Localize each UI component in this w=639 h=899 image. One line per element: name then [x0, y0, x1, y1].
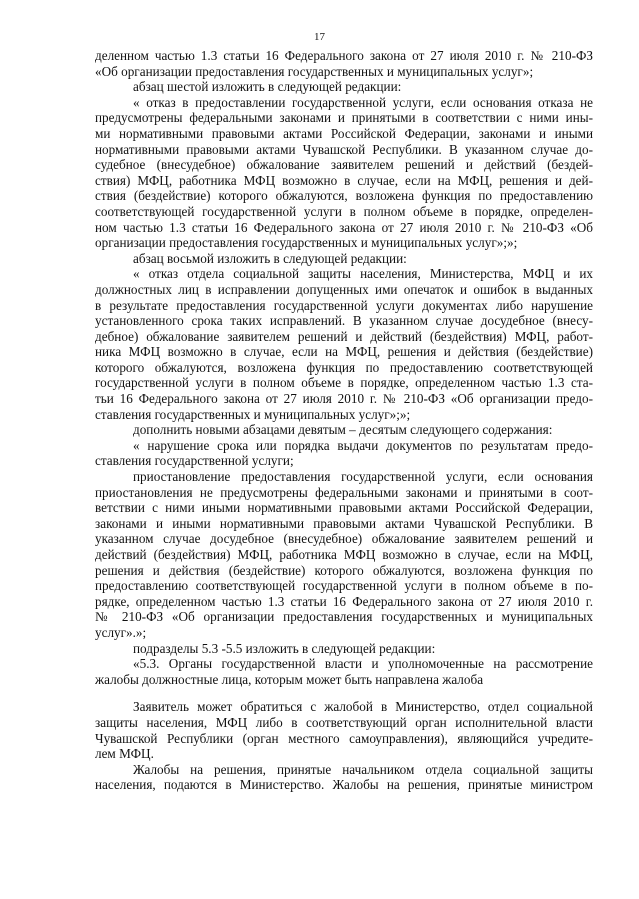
text-line: населения, подаются в Министерство. Жалобы на решения, принятые министром	[95, 777, 593, 793]
text-line: которого обжалуются, возложена функция по предоставлению соответствующей	[95, 359, 593, 375]
text-line: ника МФЦ возможно в случае, если на МФЦ, решения и действия (бездействие)	[95, 344, 593, 360]
text-line: абзац шестой изложить в следующей редакции:	[133, 79, 402, 95]
text-line: организации предоставления государственных и муниципальных услуг»;»;	[95, 235, 518, 251]
text-line: ствия) МФЦ, работника МФЦ возможно в случае, если на МФЦ, решения и дей-	[95, 172, 593, 188]
text-line: указанном случае досудебное (внесудебное) обжалование заявителем решений и	[95, 531, 593, 547]
text-line: ствия (бездействие) которого обжалуются, возложена функция по предоставлению	[95, 188, 593, 204]
text-line: ставления государственной услуги;	[95, 453, 294, 469]
text-line: жалобы должностные лица, которым может быть направлена жалоба	[95, 671, 484, 687]
text-line: тьи 16 Федерального закона от 27 июля 2010 г. № 210-ФЗ «Об организации предо-	[95, 391, 593, 407]
text-line: услуг».»;	[95, 624, 147, 640]
text-line: «5.3. Органы государственной власти и уполномоченные на рассмотрение	[133, 656, 593, 672]
text-line: предусмотрены федеральными законами и принятыми в соответствии с ними ины-	[95, 110, 593, 126]
text-line: соответствующей государственной услуги в полном объеме в порядке, определен-	[95, 203, 593, 219]
text-line: защиты населения, МФЦ либо в соответствующий орган исполнительной власти	[95, 714, 593, 730]
text-line: Заявитель может обратиться с жалобой в Министерство, отдел социальной	[133, 699, 593, 715]
text-line: лем МФЦ.	[95, 746, 154, 762]
text-line: «Об организации предоставления государственных и муниципальных услуг»;	[95, 63, 534, 79]
text-line: решения и действия (бездействие) которого обжалуются, возложена функция по	[95, 562, 593, 578]
text-line: должностных лиц в исправлении допущенных ими опечаток и ошибок в выданных	[95, 281, 593, 297]
text-line: законами и иными нормативными правовыми актами Чувашской Республики. В	[95, 515, 593, 531]
text-line: судебное (внесудебное) обжалование заявителем решений и действий (бездей-	[95, 157, 593, 173]
text-line: деленном частью 1.3 статьи 16 Федерального закона от 27 июля 2010 г. № 210-ФЗ	[95, 48, 593, 63]
text-line: ном частью 1.3 статьи 16 Федерального закона от 27 июля 2010 г. № 210-ФЗ «Об	[95, 219, 593, 235]
text-line: Чувашской Республики (орган местного самоуправления), являющийся учредите-	[95, 730, 593, 746]
text-line: Жалобы на решения, принятые начальником отдела социальной защиты	[133, 761, 593, 777]
page-number: 17	[314, 31, 325, 43]
text-line: приостановления не предусмотрены федеральными законами и принятыми в соот-	[95, 484, 593, 500]
text-line: дополнить новыми абзацами девятым – десятым следующего содержания:	[133, 422, 553, 438]
text-line: нормативными правовыми актами Чувашской Республики. В указанном случае до-	[95, 141, 593, 157]
text-line: дебное) обжалование заявителем решений и действий (бездействия) МФЦ, работ-	[95, 328, 593, 344]
text-line: государственной услуги в полном объеме в порядке, определенном частью 1.3 ста-	[95, 375, 593, 391]
text-line: № 210-ФЗ «Об организации предоставления государственных и муниципальных	[95, 609, 593, 625]
text-line: установленного срока таких исправлений. В указанном случае досудебное (внесу-	[95, 313, 593, 329]
text-line: действий (бездействия) МФЦ, работника МФЦ возможно в случае, если на МФЦ,	[95, 547, 593, 562]
text-line: ставления государственных и муниципальных услуг»;»;	[95, 406, 411, 422]
text-line: « отказ отдела социальной защиты населения, Министерства, МФЦ и их	[133, 266, 593, 282]
text-line: предоставлению соответствующей государственной услуги в полном объеме в по-	[95, 578, 593, 594]
text-line: « отказ в предоставлении государственной услуги, если основания отказа не	[133, 94, 593, 110]
text-line: « нарушение срока или порядка выдачи документов по результатам предо-	[133, 437, 593, 453]
text-line: ветствии с ними иными нормативными правовыми актами Российской Федерации,	[95, 500, 593, 516]
text-line: в результате предоставления государственной услуги документах либо нарушение	[95, 297, 593, 313]
text-line: подразделы 5.3 -5.5 изложить в следующей редакции:	[133, 640, 436, 656]
paragraph-gap	[95, 687, 593, 699]
text-line: ми нормативными правовыми актами Российской Федерации, законами и иными	[95, 125, 593, 141]
text-line: приостановление предоставления государственной услуги, если основания	[133, 469, 593, 485]
text-line: абзац восьмой изложить в следующей редакции:	[133, 250, 407, 266]
document-body	[95, 48, 593, 793]
text-line: рядке, определенном частью 1.3 статьи 16 Федерального закона от 27 июля 2010 г.	[95, 593, 593, 609]
